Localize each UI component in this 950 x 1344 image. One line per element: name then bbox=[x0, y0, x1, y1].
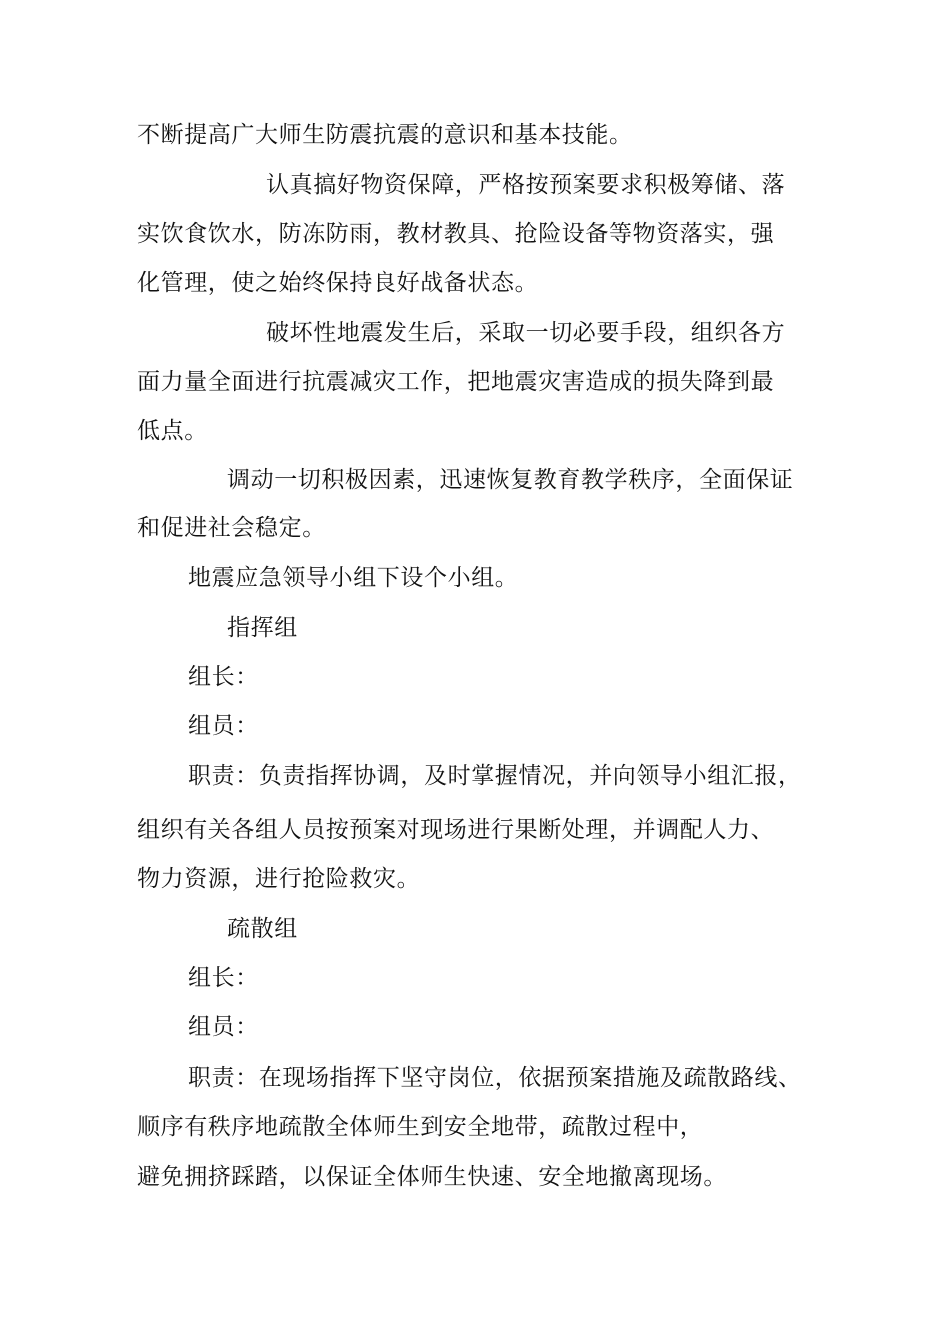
section-heading: 疏散组 bbox=[227, 916, 298, 942]
paragraph-line: 职责：负责指挥协调，及时掌握情况，并向领导小组汇报， bbox=[188, 763, 802, 789]
paragraph-line: 低点。 bbox=[137, 418, 208, 444]
section-heading: 指挥组 bbox=[227, 615, 298, 641]
paragraph-line: 顺序有秩序地疏散全体师生到安全地带，疏散过程中， bbox=[137, 1114, 704, 1140]
paragraph-line: 职责：在现场指挥下坚守岗位，依据预案措施及疏散路线、 bbox=[188, 1065, 802, 1091]
paragraph-line: 不断提高广大师生防震抗震的意识和基本技能。 bbox=[137, 122, 633, 148]
team-members-label: 组员： bbox=[188, 713, 259, 739]
paragraph-line: 实饮食饮水，防冻防雨，教材教具、抢险设备等物资落实，强 bbox=[137, 221, 775, 247]
paragraph-line: 物力资源，进行抢险救灾。 bbox=[137, 866, 421, 892]
paragraph-line: 组织有关各组人员按预案对现场进行果断处理，并调配人力、 bbox=[137, 817, 775, 843]
paragraph-line: 化管理，使之始终保持良好战备状态。 bbox=[137, 270, 539, 296]
paragraph-line: 调动一切积极因素，迅速恢复教育教学秩序，全面保证 bbox=[227, 467, 794, 493]
paragraph-line: 和促进社会稳定。 bbox=[137, 515, 326, 541]
paragraph-line: 破坏性地震发生后，采取一切必要手段，组织各方 bbox=[266, 320, 786, 346]
paragraph-line: 面力量全面进行抗震减灾工作，把地震灾害造成的损失降到最 bbox=[137, 369, 775, 395]
paragraph-line: 避免拥挤踩踏，以保证全体师生快速、安全地撤离现场。 bbox=[137, 1164, 727, 1190]
team-members-label: 组员： bbox=[188, 1014, 259, 1040]
paragraph-line: 地震应急领导小组下设个小组。 bbox=[188, 565, 519, 591]
paragraph-line: 认真搞好物资保障，严格按预案要求积极筹储、落 bbox=[266, 172, 786, 198]
team-leader-label: 组长： bbox=[188, 664, 259, 690]
team-leader-label: 组长： bbox=[188, 965, 259, 991]
